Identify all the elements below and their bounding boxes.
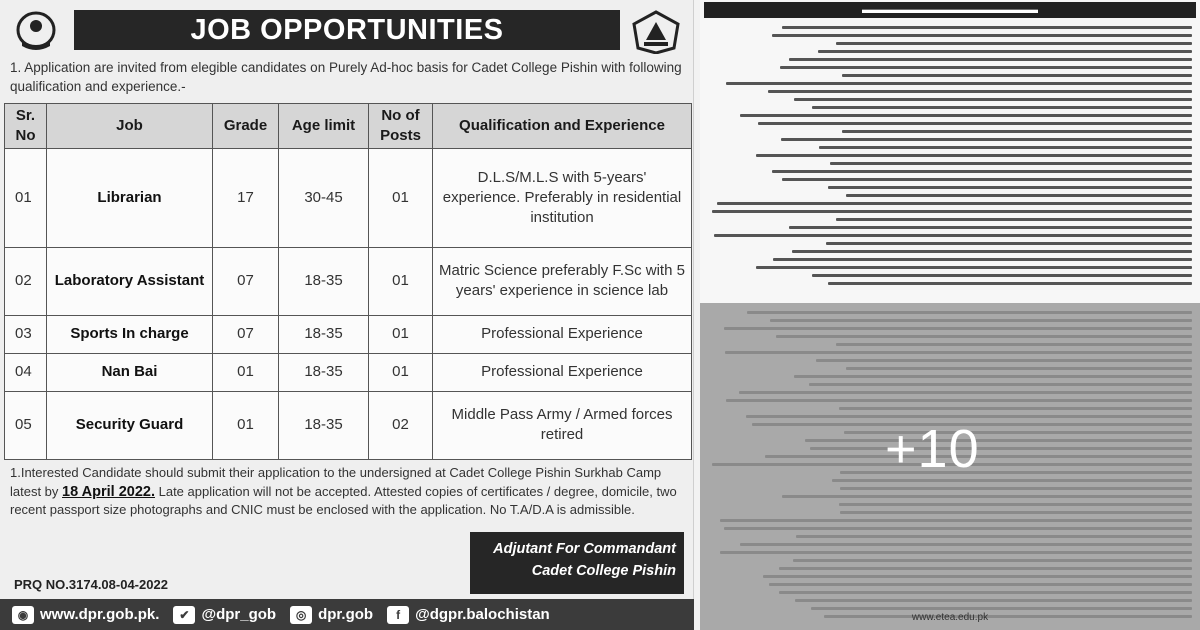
header-qualification: Qualification and Experience: [433, 104, 692, 149]
footer-twitter[interactable]: [173, 606, 276, 624]
text-line: [840, 511, 1192, 514]
text-line: [794, 98, 1192, 101]
cell-age: 18-35: [279, 391, 369, 459]
cell-posts: 01: [369, 315, 433, 353]
text-line: [714, 234, 1192, 237]
text-line: [720, 551, 1192, 554]
table-row: [5, 315, 692, 353]
text-line: [794, 375, 1192, 378]
footer-bar: [0, 599, 694, 630]
text-line: [826, 242, 1192, 245]
signature-line-1: Adjutant For Commandant: [493, 541, 676, 557]
text-line: [819, 146, 1192, 149]
urdu-ad-header: [704, 2, 1196, 18]
text-line: [818, 50, 1192, 53]
text-line: [793, 559, 1192, 562]
text-line: [795, 599, 1192, 602]
page-title: JOB OPPORTUNITIES: [74, 10, 620, 50]
text-line: [828, 282, 1192, 285]
text-line: [776, 335, 1192, 338]
text-line: [792, 250, 1192, 253]
cell-qualification: D.L.S/M.L.S with 5-years' experience. Preferably in residential institution: [433, 149, 692, 248]
text-line: [763, 575, 1192, 578]
cell-job: Nan Bai: [47, 353, 213, 391]
table-row: [5, 353, 692, 391]
text-line: [740, 543, 1192, 546]
text-line: [809, 383, 1192, 386]
text-line: [780, 66, 1192, 69]
deadline-date: 18 April 2022.: [62, 483, 155, 500]
cell-qualification: Professional Experience: [433, 353, 692, 391]
text-line: [768, 90, 1192, 93]
cell-grade: 01: [213, 353, 279, 391]
text-line: [805, 439, 1192, 442]
header-age: Age limit: [279, 104, 369, 149]
cell-posts: 02: [369, 391, 433, 459]
header-decoration: ▬▬▬▬▬▬▬▬▬▬▬▬▬▬▬▬: [862, 4, 1038, 16]
text-line: [782, 26, 1192, 29]
right-logo-icon: [630, 10, 682, 54]
cell-age: 18-35: [279, 353, 369, 391]
text-line: [772, 34, 1192, 37]
text-line: [720, 519, 1192, 522]
twitter-handle[interactable]: @dpr_gob: [201, 606, 277, 623]
text-line: [782, 178, 1192, 181]
cell-grade: 07: [213, 315, 279, 353]
text-line: [811, 607, 1192, 610]
facebook-handle[interactable]: @dgpr.balochistan: [415, 606, 550, 623]
text-line: [789, 58, 1192, 61]
cell-age: 30-45: [279, 149, 369, 248]
footer-instagram[interactable]: [290, 606, 373, 624]
header-sr: Sr. No: [5, 104, 47, 149]
text-line: [772, 170, 1192, 173]
text-line: [770, 319, 1192, 322]
text-line: [782, 495, 1192, 498]
text-line: [717, 202, 1192, 205]
cell-posts: 01: [369, 149, 433, 248]
notes-text-after: Late application will not be accepted. Attested copies of certificates / degree, domicile, two recent passport size photographs and CNIC must be enclosed with the application. No T.A/D.A is admissible.: [10, 483, 677, 517]
cell-job: Sports In charge: [47, 315, 213, 353]
cell-qualification: Professional Experience: [433, 315, 692, 353]
text-line: [836, 343, 1192, 346]
text-line: [773, 258, 1192, 261]
globe-icon: ◉: [12, 606, 34, 624]
jobs-table: [4, 103, 692, 460]
text-line: [842, 130, 1192, 133]
table-row: [5, 149, 692, 248]
header-grade: Grade: [213, 104, 279, 149]
cell-qualification: Matric Science preferably F.Sc with 5 years' experience in science lab: [433, 247, 692, 315]
cell-job: Librarian: [47, 149, 213, 248]
cell-age: 18-35: [279, 247, 369, 315]
cell-age: 18-35: [279, 315, 369, 353]
text-line: [846, 194, 1192, 197]
text-line: [725, 351, 1192, 354]
cell-grade: 01: [213, 391, 279, 459]
text-line: [712, 210, 1192, 213]
text-line: [812, 274, 1192, 277]
urdu-text-lines: [708, 26, 1192, 290]
text-line: [726, 399, 1192, 402]
text-line: [839, 407, 1192, 410]
cell-grade: 17: [213, 149, 279, 248]
text-line: [810, 447, 1192, 450]
text-line: [839, 503, 1192, 506]
cell-job: Security Guard: [47, 391, 213, 459]
cell-job: Laboratory Assistant: [47, 247, 213, 315]
cell-sr: 04: [5, 353, 47, 391]
footer-website[interactable]: [12, 606, 159, 624]
prq-number: PRQ NO.3174.08-04-2022: [14, 577, 168, 592]
cell-sr: 05: [5, 391, 47, 459]
website-link[interactable]: www.dpr.gob.pk.: [40, 606, 160, 623]
etea-website: www.etea.edu.pk: [911, 612, 989, 623]
header-posts: No of Posts: [369, 104, 433, 149]
text-line: [789, 226, 1192, 229]
text-line: [779, 567, 1192, 570]
left-logo-icon: [10, 10, 62, 54]
urdu-ad-image[interactable]: [700, 0, 1200, 303]
header-job: Job: [47, 104, 213, 149]
text-line: [758, 122, 1192, 125]
application-notes: [10, 464, 685, 520]
cell-qualification: Middle Pass Army / Armed forces retired: [433, 391, 692, 459]
table-row: [5, 391, 692, 459]
cell-sr: 03: [5, 315, 47, 353]
cell-posts: 01: [369, 247, 433, 315]
table-row: [5, 247, 692, 315]
text-line: [836, 42, 1192, 45]
cell-grade: 07: [213, 247, 279, 315]
facebook-icon: f: [387, 606, 409, 624]
text-line: [724, 527, 1192, 530]
text-line: [796, 535, 1192, 538]
text-line: [836, 218, 1192, 221]
text-line: [781, 138, 1192, 141]
footer-facebook[interactable]: [387, 606, 550, 624]
text-line: [830, 162, 1192, 165]
instagram-handle[interactable]: dpr.gob: [318, 606, 374, 623]
text-line: [747, 311, 1192, 314]
instagram-icon: ◎: [290, 606, 312, 624]
text-line: [739, 391, 1192, 394]
text-line: [812, 106, 1192, 109]
text-line: [724, 327, 1192, 330]
text-line: [726, 82, 1192, 85]
text-line: [828, 186, 1192, 189]
signature-line-2: Cadet College Pishin: [531, 563, 676, 579]
more-images-count[interactable]: +10: [885, 419, 980, 479]
cell-sr: 02: [5, 247, 47, 315]
text-line: [769, 583, 1192, 586]
text-line: [846, 367, 1192, 370]
twitter-icon: ✔: [173, 606, 195, 624]
cell-sr: 01: [5, 149, 47, 248]
gallery-preview[interactable]: [700, 0, 1200, 630]
text-line: [840, 487, 1192, 490]
text-line: [779, 591, 1192, 594]
text-line: [740, 114, 1192, 117]
text-line: [756, 266, 1192, 269]
signature-block: [470, 532, 684, 594]
intro-text: 1. Application are invited from elegible candidates on Purely Ad-hoc basis for Cadet College Pishin with following qualification and experience.-: [10, 60, 682, 94]
text-line: [816, 359, 1192, 362]
table-header-row: [5, 104, 692, 149]
cell-posts: 01: [369, 353, 433, 391]
text-line: [756, 154, 1192, 157]
notes-text-before: 1.Interested Candidate should submit their application to the undersigned at Cadet College Pishin Surkhab Camp latest by: [10, 465, 662, 499]
text-line: [842, 74, 1192, 77]
